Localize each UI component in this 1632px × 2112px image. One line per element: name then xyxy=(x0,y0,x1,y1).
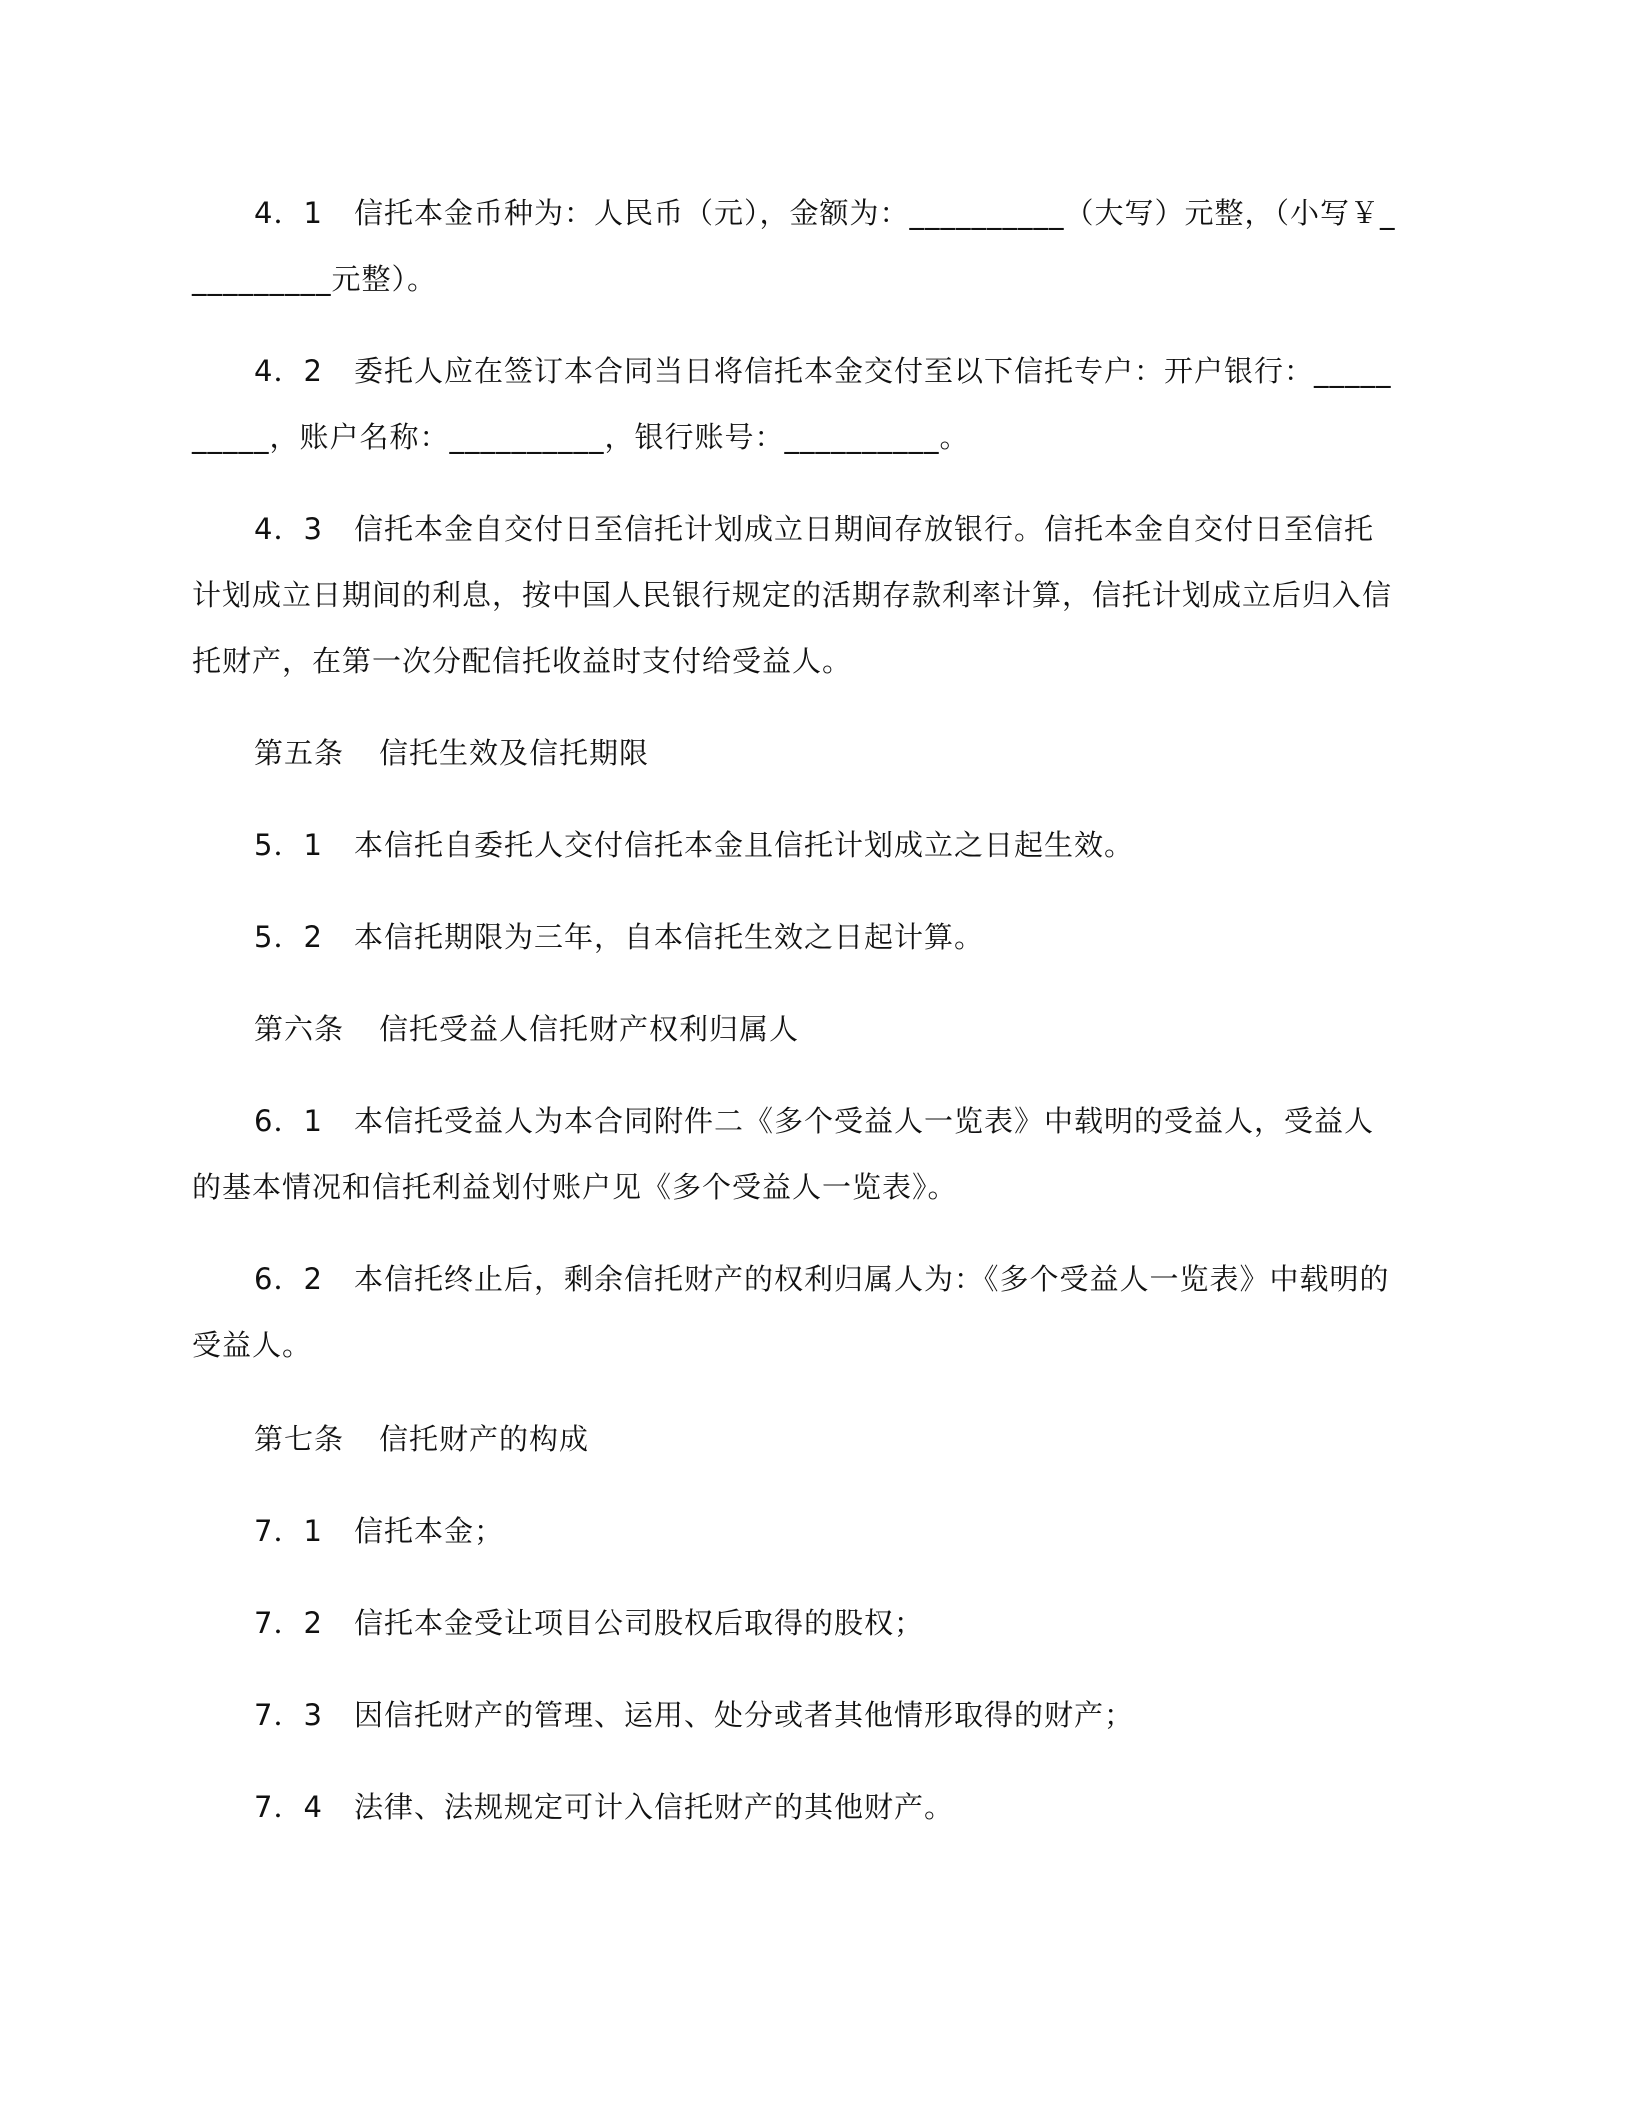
clause-7-2 xyxy=(192,1590,1400,1656)
clause-text: 本信托自委托人交付信托本金且信托计划成立之日起生效。 xyxy=(354,828,1135,862)
clause-text: 信托本金受让项目公司股权后取得的股权； xyxy=(354,1606,925,1640)
clause-number: 7．2 xyxy=(254,1606,323,1640)
clause-text: 法律、法规规定可计入信托财产的其他财产。 xyxy=(354,1790,955,1824)
clause-text: 信托本金； xyxy=(354,1514,505,1548)
section-number: 第七条 xyxy=(254,1422,345,1456)
section-5-heading xyxy=(192,720,1400,786)
section-number: 第六条 xyxy=(254,1012,345,1046)
clause-text: 信托本金自交付日至信托计划成立日期间存放银行。信托本金自交付日至信托计划成立日期间的利息，按中国人民银行规定的活期存款利率计算，信托计划成立后归入信托财产，在第一次分配信托收益时支付给受益人。 xyxy=(192,512,1393,678)
clause-number: 4．3 xyxy=(254,512,323,546)
section-title: 信托受益人信托财产权利归属人 xyxy=(379,1012,800,1046)
section-title: 信托生效及信托期限 xyxy=(379,736,650,770)
clause-4-3 xyxy=(192,496,1400,694)
clause-number: 7．1 xyxy=(254,1514,323,1548)
clause-number: 5．1 xyxy=(254,828,323,862)
clause-4-1 xyxy=(192,180,1400,312)
clause-text: 信托本金币种为：人民币（元），金额为：__________（大写）元整，（小写￥__________元整）。 xyxy=(192,196,1396,296)
section-6-heading xyxy=(192,996,1400,1062)
clause-5-1 xyxy=(192,812,1400,878)
clause-text: 本信托受益人为本合同附件二《多个受益人一览表》中载明的受益人，受益人的基本情况和信托利益划付账户见《多个受益人一览表》。 xyxy=(192,1104,1375,1204)
clause-5-2 xyxy=(192,904,1400,970)
clause-number: 6．2 xyxy=(254,1262,323,1296)
clause-7-4 xyxy=(192,1774,1400,1840)
clause-number: 6．1 xyxy=(254,1104,323,1138)
clause-number: 4．1 xyxy=(254,196,323,230)
clause-7-3 xyxy=(192,1682,1400,1748)
clause-number: 4．2 xyxy=(254,354,323,388)
clause-number: 5．2 xyxy=(254,920,323,954)
clause-number: 7．3 xyxy=(254,1698,323,1732)
clause-text: 本信托期限为三年，自本信托生效之日起计算。 xyxy=(354,920,985,954)
section-number: 第五条 xyxy=(254,736,345,770)
clause-number: 7．4 xyxy=(254,1790,323,1824)
section-7-heading xyxy=(192,1406,1400,1472)
clause-text: 因信托财产的管理、运用、处分或者其他情形取得的财产； xyxy=(354,1698,1135,1732)
clause-7-1 xyxy=(192,1498,1400,1564)
clause-6-2 xyxy=(192,1246,1400,1378)
clause-text: 委托人应在签订本合同当日将信托本金交付至以下信托专户：开户银行：__________，账户名称：__________，银行账号：__________。 xyxy=(192,354,1392,454)
clause-text: 本信托终止后，剩余信托财产的权利归属人为：《多个受益人一览表》中载明的受益人。 xyxy=(192,1262,1390,1362)
clause-6-1 xyxy=(192,1088,1400,1220)
section-title: 信托财产的构成 xyxy=(379,1422,590,1456)
clause-4-2 xyxy=(192,338,1400,470)
